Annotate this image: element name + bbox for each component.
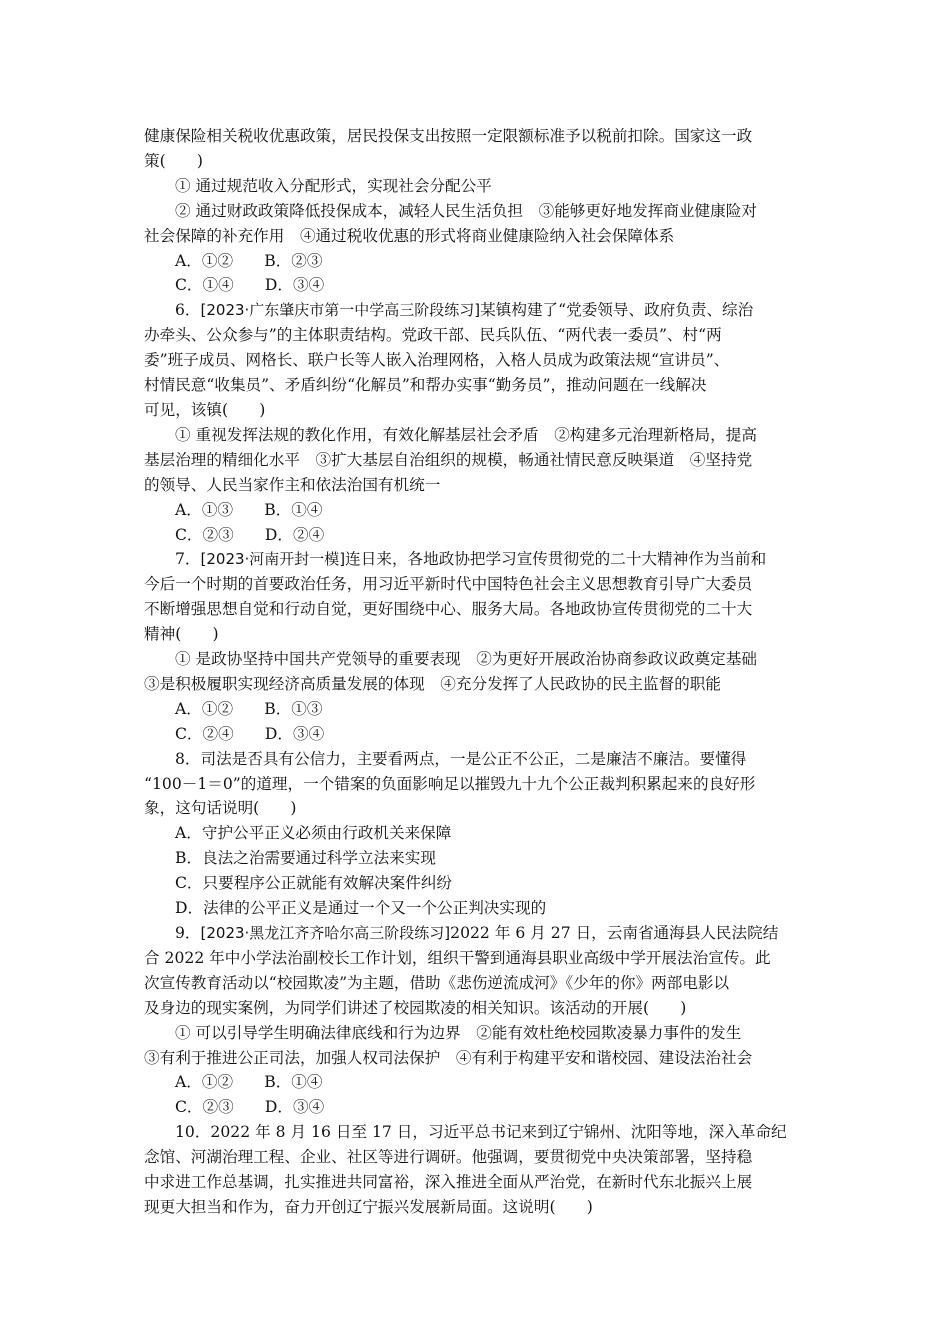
question-5-statement: 社会保障的补充作用 ④通过税收优惠的形式将商业健康险纳入社会保障体系 xyxy=(144,226,675,245)
question-6-stem-line: 村情民意“收集员”、矛盾纠纷“化解员”和帮办实事“勤务员”，推动问题在一线解决 xyxy=(144,376,707,395)
question-number: 9． xyxy=(175,924,201,942)
question-7-statement: ③是积极履职实现经济高质量发展的体现 ④充分发挥了人民政协的民主监督的职能 xyxy=(144,674,721,693)
question-7-options: C．②④ D．③④ xyxy=(175,724,325,743)
question-9-statement: ① 可以引导学生明确法律底线和行为边界 ②能有效杜绝校园欺凌暴力事件的发生 xyxy=(175,1023,742,1042)
question-6-stem-line: 委”班子成员、网格长、联户长等人嵌入治理网格，入格人员成为政策法规“宣讲员”、 xyxy=(144,351,730,370)
question-8-stem-line: 象，这句话说明( ) xyxy=(144,799,297,818)
question-text: 2022 年 6 月 27 日，云南省通海县人民法院结 xyxy=(450,924,779,942)
question-9 xyxy=(144,921,808,1120)
question-5-stem-line: 健康保险相关税收优惠政策，居民投保支出按照一定限额标准予以税前扣除。国家这一政 xyxy=(144,127,753,145)
question-6-stem-line: 可见，该镇( ) xyxy=(144,400,266,419)
question-7 xyxy=(144,547,808,746)
question-5-options: A．①② B．②③ xyxy=(175,251,323,270)
question-7-stem-line: 精神( ) xyxy=(144,625,219,644)
question-10-stem-line: 10．2022 年 8 月 16 日至 17 日，习近平总书记来到辽宁锦州、沈阳等地，深入革命纪 xyxy=(175,1123,787,1142)
question-6-stem-line: 办牵头、公众参与”的主体职责结构。党政干部、民兵队伍、“两代表一委员”、村“两 xyxy=(144,326,722,345)
question-6-statement: 的领导、人民当家作主和依法治国有机统一 xyxy=(144,475,441,494)
question-8-option-d: D．法律的公平正义是通过一个又一个公正判决实现的 xyxy=(175,899,547,918)
question-8-stem-line: “100－1＝0”的道理，一个错案的负面影响足以摧毁九十九个公正裁判积累起来的良好形 xyxy=(144,774,756,793)
question-8 xyxy=(144,747,808,921)
question-10 xyxy=(144,1120,808,1220)
question-9-stem-line: 及身边的现实案例，为同学们讲述了校园欺凌的相关知识。该活动的开展( ) xyxy=(144,998,687,1017)
question-6-statement: ① 重视发挥法规的教化作用，有效化解基层社会矛盾 ②构建多元治理新格局，提高 xyxy=(175,425,757,444)
question-6 xyxy=(144,298,808,547)
question-5-stem-line: 策( ) xyxy=(144,151,203,170)
question-9-options: C．②③ D．③④ xyxy=(175,1098,325,1117)
question-text: 某镇构建了“党委领导、政府负责、综治 xyxy=(480,301,754,320)
question-7-statement: ① 是政协坚持中国共产党领导的重要表现 ②为更好开展政治协商参政议政奠定基础 xyxy=(175,650,757,669)
document-page xyxy=(144,124,808,1220)
question-6-stem-line xyxy=(144,298,808,323)
question-6-options: A．①③ B．①④ xyxy=(175,500,323,519)
question-8-stem-line: 8．司法是否具有公信力，主要看两点，一是公正不公正，二是廉洁不廉洁。要懂得 xyxy=(175,749,747,768)
question-5 xyxy=(144,124,808,298)
question-9-stem-line: 合 2022 年中小学法治副校长工作计划，组织干警到通海县职业高级中学开展法治宣传。此 xyxy=(144,948,771,967)
question-10-stem-line: 念馆、河湖治理工程、企业、社区等进行调研。他强调，要贯彻党中央决策部署，坚持稳 xyxy=(144,1148,753,1167)
question-text: 连日来，各地政协把学习宣传贯彻党的二十大精神作为当前和 xyxy=(345,550,767,569)
question-8-option-a: A．守护公平正义必须由行政机关来保障 xyxy=(175,824,452,843)
question-source: [2023·广东肇庆市第一中学高三阶段练习] xyxy=(200,301,481,320)
question-5-statement: ① 通过规范收入分配形式，实现社会分配公平 xyxy=(175,176,492,195)
question-7-stem-line: 今后一个时期的首要政治任务，用习近平新时代中国特色社会主义思想教育引导广大委员 xyxy=(144,575,753,594)
question-8-option-b: B．良法之治需要通过科学立法来实现 xyxy=(175,849,436,868)
question-6-statement: 基层治理的精细化水平 ③扩大基层自治组织的规模，畅通社情民意反映渠道 ④坚持党 xyxy=(144,450,753,469)
question-9-statement: ③有利于推进公正司法，加强人权司法保护 ④有利于构建平安和谐校园、建设法治社会 xyxy=(144,1048,753,1067)
question-number: 7． xyxy=(175,550,201,569)
question-7-stem-line: 不断增强思想自觉和行动自觉，更好围绕中心、服务大局。各地政协宣传贯彻党的二十大 xyxy=(144,600,753,619)
question-9-stem-line: 次宣传教育活动以“校园欺凌”为主题，借助《悲伤逆流成河》《少年的你》两部电影以 xyxy=(144,973,730,992)
question-10-stem-line: 现更大担当和作为，奋力开创辽宁振兴发展新局面。这说明( ) xyxy=(144,1197,593,1216)
question-source: [2023·黑龙江齐齐哈尔高三阶段练习] xyxy=(200,924,451,942)
question-5-statement: ② 通过财政政策降低投保成本，减轻人民生活负担 ③能够更好地发挥商业健康险对 xyxy=(175,201,757,220)
question-source: [2023·河南开封一模] xyxy=(200,550,346,569)
question-7-options: A．①② B．①③ xyxy=(175,699,323,718)
question-9-stem-line xyxy=(144,921,808,946)
question-5-options: C．①④ D．③④ xyxy=(175,276,325,295)
question-9-options: A．①② B．①④ xyxy=(175,1073,323,1092)
question-8-option-c: C．只要程序公正就能有效解决案件纠纷 xyxy=(175,874,453,893)
question-6-options: C．②③ D．②④ xyxy=(175,525,325,544)
question-10-stem-line: 中求进工作总基调，扎实推进共同富裕，深入推进全面从严治党，在新时代东北振兴上展 xyxy=(144,1173,753,1192)
question-7-stem-line xyxy=(144,547,808,572)
question-number: 6． xyxy=(175,301,201,320)
